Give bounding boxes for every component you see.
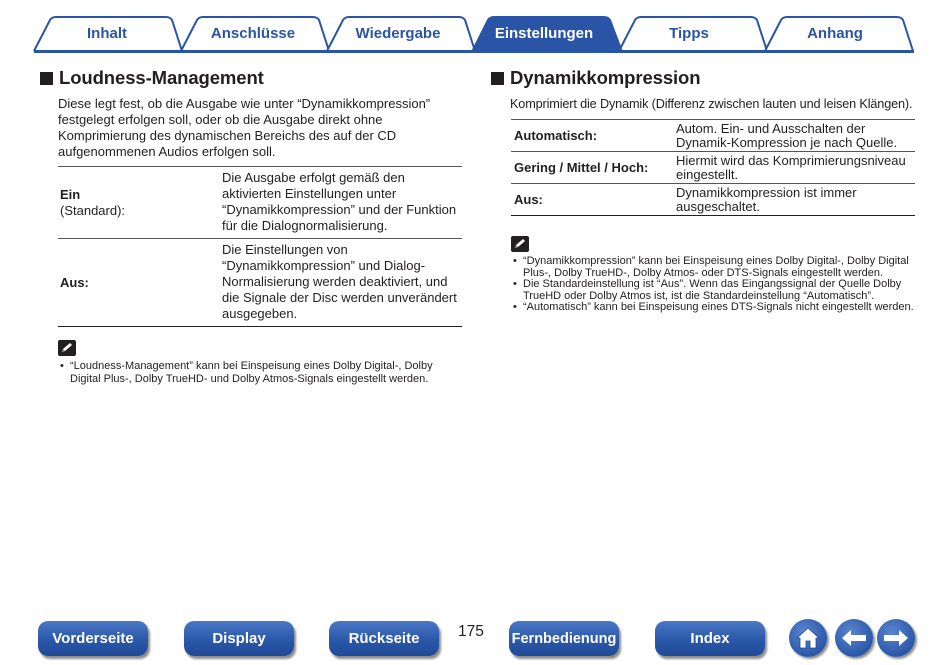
pencil-note-icon bbox=[511, 236, 529, 252]
notes-list bbox=[511, 256, 915, 314]
notes-block bbox=[58, 340, 462, 385]
option-key: Aus: bbox=[511, 184, 673, 216]
index-button[interactable]: Index bbox=[655, 621, 765, 656]
rueckseite-button[interactable]: Rückseite bbox=[329, 621, 439, 656]
arrow-left-icon bbox=[840, 628, 868, 648]
option-key: Automatisch: bbox=[511, 120, 673, 152]
option-value: Die Ausgabe erfolgt gemäß den aktivierten Einstellungen unter “Dynamikkompression” und der Funktion für die Dialognormalisierung. bbox=[220, 167, 462, 239]
loudness-management-section bbox=[40, 66, 462, 385]
list-item: • “Dynamikkompression” kann bei Einspeisung eines Dolby Digital-, Dolby Digital Plus-, Dolby TrueHD-, Dolby Atmos- oder DTS-Signals eingestellt werden. bbox=[511, 256, 915, 279]
option-value: Hiermit wird das Komprimierungsniveau eingestellt. bbox=[673, 152, 915, 184]
square-bullet-icon bbox=[491, 72, 504, 85]
section-heading bbox=[40, 66, 462, 90]
section-description: Diese legt fest, ob die Ausgabe wie unter “Dynamikkompression” festgelegt erfolgen soll, oder ob die Ausgabe direkt ohne Komprimierung des dynamischen Bereichs des auf der CD aufgenommenen Audios erfolgen soll. bbox=[58, 96, 431, 159]
table-row bbox=[511, 120, 915, 152]
back-button[interactable] bbox=[835, 619, 873, 657]
notes-block bbox=[511, 236, 915, 314]
dynamikkompression-section bbox=[491, 66, 915, 314]
square-bullet-icon bbox=[40, 72, 53, 85]
option-value: Autom. Ein- und Ausschalten der Dynamik-Kompression je nach Quelle. bbox=[673, 120, 915, 152]
table-row bbox=[511, 152, 915, 184]
pencil-note-icon bbox=[58, 340, 76, 356]
vorderseite-button[interactable]: Vorderseite bbox=[38, 621, 148, 656]
notes-list bbox=[58, 360, 448, 385]
tab-tipps[interactable]: Tipps bbox=[669, 24, 709, 42]
option-key: Ein (Standard): bbox=[58, 167, 220, 239]
tab-inhalt[interactable]: Inhalt bbox=[87, 24, 127, 42]
tab-einstellungen[interactable]: Einstellungen bbox=[494, 24, 594, 42]
table-row bbox=[58, 167, 462, 239]
option-value: Die Einstellungen von “Dynamikkompression” und Dialog-Normalisierung werden deaktiviert, und die Signale der Disc werden unverändert ausgegeben. bbox=[220, 239, 462, 327]
option-value: Dynamikkompression ist immer ausgeschaltet. bbox=[673, 184, 915, 216]
tab-bar bbox=[0, 0, 950, 56]
table-row bbox=[511, 184, 915, 216]
display-button[interactable]: Display bbox=[184, 621, 294, 656]
options-table bbox=[511, 119, 915, 216]
list-item: • “Automatisch” kann bei Einspeisung eines DTS-Signals nicht eingestellt werden. bbox=[511, 302, 915, 314]
section-heading bbox=[491, 66, 915, 90]
tab-wiedergabe[interactable]: Wiedergabe bbox=[355, 24, 441, 42]
section-title: Dynamikkompression bbox=[510, 67, 701, 88]
section-description: Komprimiert die Dynamik (Differenz zwischen lauten und leisen Klängen). bbox=[510, 97, 913, 111]
option-key: Aus: bbox=[58, 239, 220, 327]
arrow-right-icon bbox=[882, 628, 910, 648]
list-item: • Die Standardeinstellung ist “Aus”. Wenn das Eingangssignal der Quelle Dolby TrueHD oder Dolby Atmos ist, ist die Standardeinstellung “Automatisch”. bbox=[511, 279, 915, 302]
page-number: 175 bbox=[458, 623, 484, 640]
option-key: Gering / Mittel / Hoch: bbox=[511, 152, 673, 184]
forward-button[interactable] bbox=[877, 619, 915, 657]
section-title: Loudness-Management bbox=[59, 67, 264, 88]
tab-anhang[interactable]: Anhang bbox=[807, 24, 863, 42]
home-icon bbox=[795, 626, 821, 650]
tab-anschluesse[interactable]: Anschlüsse bbox=[210, 24, 296, 42]
options-table bbox=[58, 166, 462, 327]
fernbedienung-button[interactable]: Fernbedienung bbox=[509, 621, 619, 656]
table-row bbox=[58, 239, 462, 327]
list-item: • “Loudness-Management” kann bei Einspeisung eines Dolby Digital-, Dolby Digital Plus-, Dolby TrueHD- und Dolby Atmos-Signals eingestellt werden. bbox=[58, 360, 448, 385]
home-button[interactable] bbox=[789, 619, 827, 657]
